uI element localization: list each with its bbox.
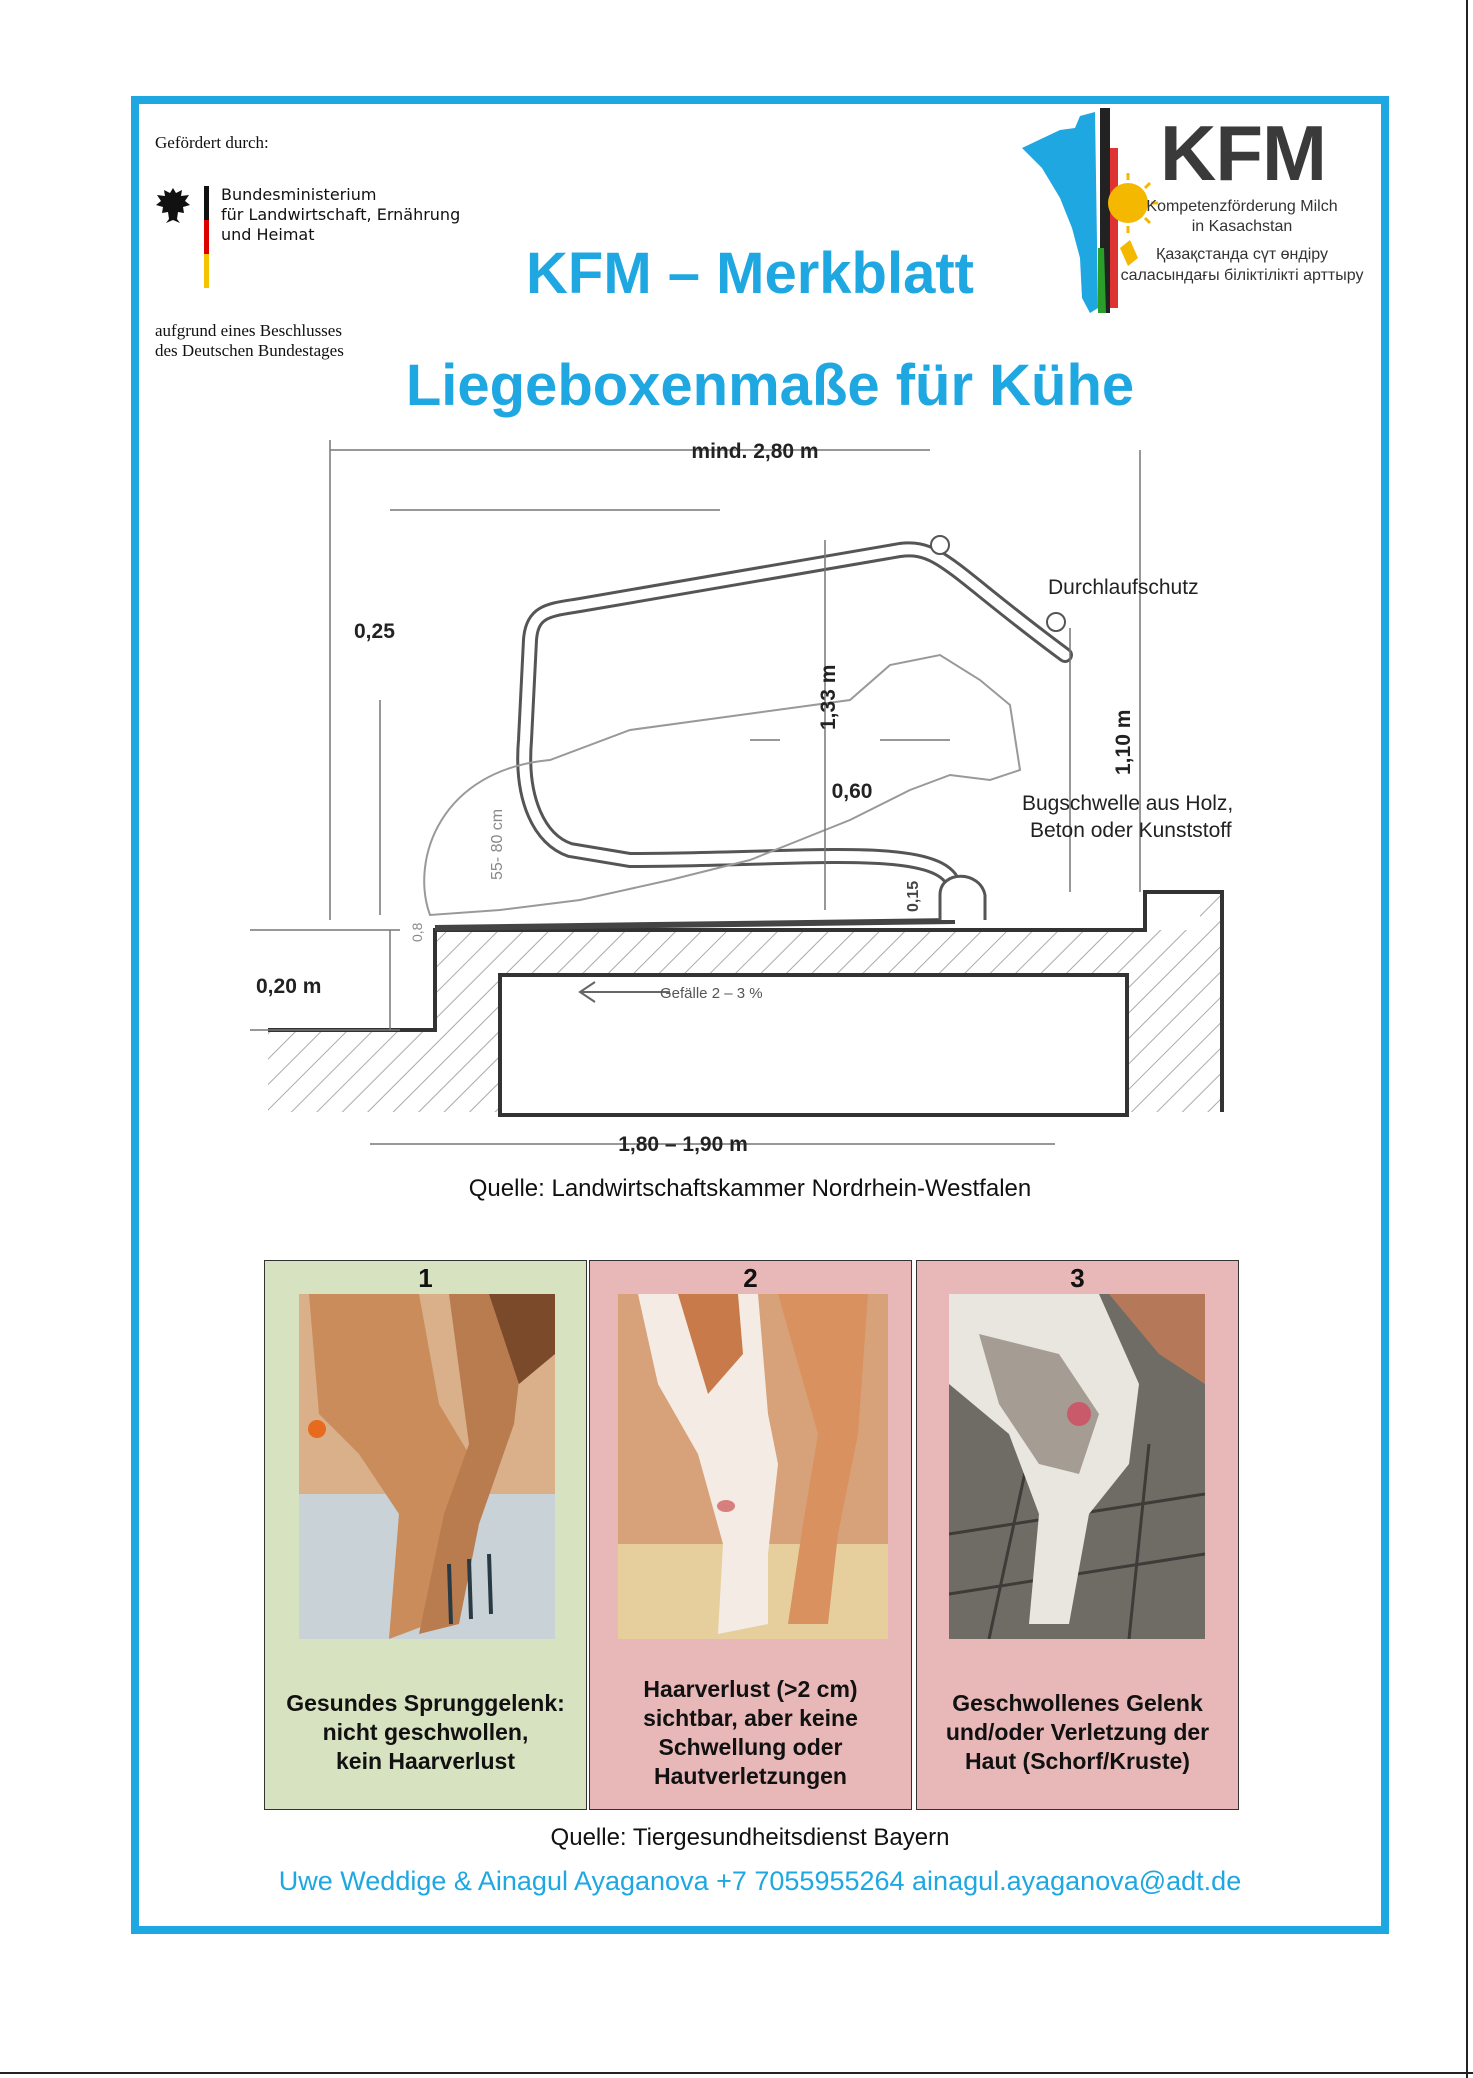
panel-caption: Gesundes Sprunggelenk: nicht geschwollen, kein Haarverlust — [286, 1690, 565, 1774]
label-brisket-board: Beton oder Kunststoff — [1030, 819, 1232, 842]
bundestag-note: aufgrund eines Beschlusses des Deutschen Bundestages — [155, 321, 344, 360]
kfm-tagline: Kompetenzförderung Milch — [1146, 198, 1338, 215]
guard-tube — [1047, 613, 1065, 631]
hock-score-panels — [264, 1260, 1239, 1810]
kfm-tagline-kazakh: саласындағы біліктілікті арттыру — [1120, 267, 1364, 284]
label-guard-height: 1,10 m — [1112, 709, 1135, 775]
bed-surface — [435, 921, 955, 928]
diagram-source: Quelle: Landwirtschaftskammer Nordrhein-Westfalen — [468, 1175, 1032, 1202]
kfm-tagline-kazakh: Қазақстанда сүт өндіру — [1156, 246, 1328, 263]
label-brisket-distance: 0,60 — [831, 780, 873, 803]
panel-number: 3 — [1070, 1263, 1085, 1293]
panel-number: 1 — [418, 1263, 433, 1293]
label-total-length: mind. 2,80 m — [691, 440, 819, 463]
page-edge — [0, 2072, 1473, 2074]
gutter-void — [500, 975, 1127, 1115]
panel-number: 2 — [743, 1263, 758, 1293]
label-neck-rail-height: 1,33 m — [817, 664, 840, 730]
page-edge — [1466, 0, 1468, 2078]
brisket-board — [940, 876, 985, 920]
page-subtitle: Liegeboxenmaße für Kühe — [405, 353, 1135, 418]
photos-source: Quelle: Tiergesundheitsdienst Bayern — [550, 1824, 950, 1851]
panel-caption: Haarverlust (>2 cm) sichtbar, aber keine Schwellung oder Hautverletzungen — [643, 1676, 858, 1789]
ministry-logo — [155, 183, 461, 293]
funding-label: Gefördert durch: — [155, 133, 269, 152]
hock-panel — [264, 1260, 587, 1810]
panel-caption: Geschwollenes Gelenk und/oder Verletzung der Haut (Schorf/Kruste) — [945, 1690, 1210, 1774]
federal-eagle-icon — [155, 185, 191, 225]
label-small-dim: 0,8 — [409, 922, 425, 942]
cow-outline — [424, 655, 1020, 915]
hock-panel — [916, 1260, 1239, 1810]
kfm-tagline: in Kasachstan — [1191, 218, 1293, 235]
label-brisket-board: Bugschwelle aus Holz, — [1022, 792, 1234, 815]
label-bed-length: 1,80 – 1,90 m — [618, 1133, 748, 1156]
neck-rail-tube — [931, 536, 949, 554]
contact-line: Uwe Weddige & Ainagul Ayaganova +7 7055955264 ainagul.ayaganova@adt.de — [278, 1866, 1242, 1896]
kfm-wordmark: KFM — [1160, 109, 1326, 197]
cubicle-dimensions-diagram — [250, 440, 1240, 1160]
label-run-through-guard: Durchlaufschutz — [1048, 576, 1199, 599]
hair-loss-hock-photo — [618, 1294, 888, 1639]
ministry-name: Bundesministerium für Landwirtschaft, Ernährung und Heimat — [221, 185, 461, 244]
label-brisket-height: 0,15 — [905, 880, 922, 912]
label-slope: Gefälle 2 – 3 % — [660, 985, 763, 1002]
label-step-height: 0,20 m — [256, 975, 322, 998]
label-kerb-range: 55- 80 cm — [489, 808, 506, 880]
label-neck-rail-offset: 0,25 — [354, 620, 395, 643]
hock-panel — [589, 1260, 912, 1810]
swollen-hock-photo — [949, 1294, 1205, 1639]
flag-stripe — [204, 186, 209, 288]
page-title: KFM – Merkblatt — [526, 241, 974, 306]
healthy-hock-photo — [299, 1294, 555, 1639]
